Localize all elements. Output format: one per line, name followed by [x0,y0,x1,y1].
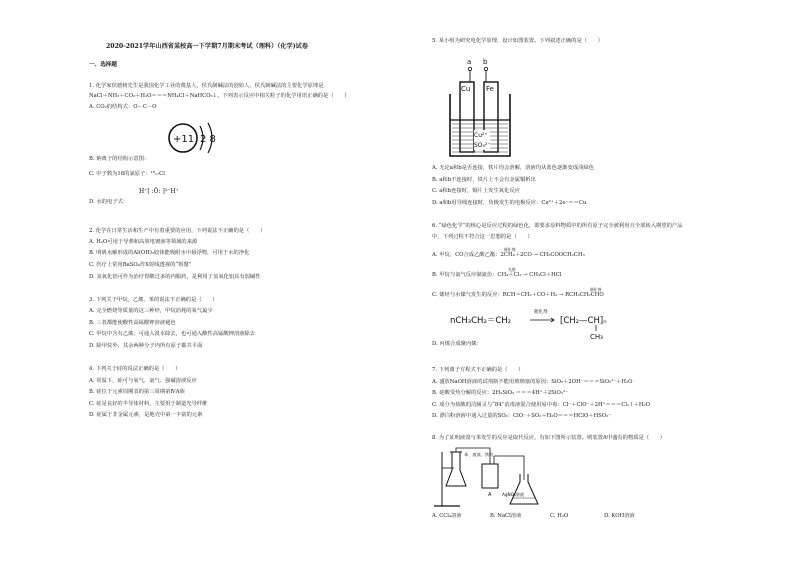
q6-option-a: A. 甲烷、CO合成乙酸乙酯：2CH₄＋2CO → CH₃COOCH₂CH₃ [432,252,585,258]
q2-option-a: A. H₂O可用于导弹和高效电镀液等领域的来源 [89,239,198,245]
q5-option-a: A. 无论a和b是否连接，铁片均会溶解，溶液均从蓝色逐渐变成浅绿色 [432,165,595,171]
propene-monomer: nCH₃CH₂＝CH₂ [450,316,512,326]
q6-stem-line2: 中，下列过程不符合这一思想的是（ ） [432,234,533,240]
flask-contents-label: 苯、液溴、铁粉 [464,452,494,457]
q8-option-b: B. NaCl溶液 [490,513,522,519]
q1-option-b: B. 钠离子的结构示意图： [89,156,150,162]
q4-option-c: C. 硅是良好的半导体材料，主要用于制造光导纤维 [89,401,208,407]
q3-option-d: D. 除甲烷外，其余两种分子内所有原子都共平面 [89,343,203,349]
q7-option-d: D. 漂白粉溶液中通入过量的SO₂：ClO⁻＋SO₂＋H₂O＝＝＝HClO＋HSO₃⁻ [432,413,612,419]
silver-nitrate-label: AgNO₃溶液 [502,492,525,497]
sodium-ion-structure-diagram [166,121,226,157]
q3-stem: 3. 下列关于甲烷、乙烯、苯的说法不正确的是（ ） [89,297,218,303]
q1-stem-line1: 1. 化学家侯德榜先生是我国化学工业的奠基人，侯氏制碱法的创始人，侯氏制碱法的主要化学原理是 [89,83,324,89]
q7-stem: 7. 下列离子方程式不正确的是（ ） [432,367,524,373]
label-fe: Fe [486,85,494,93]
section-heading: 一、选择题 [89,62,117,68]
q4-option-a: A. 常温下，硅可与氧气、氯气、强碱溶液反应 [89,378,197,384]
catalyst-label-c: 催化剂 [590,287,602,292]
q1-option-d: D. 水的电子式： [89,199,129,205]
q8-option-d: D. KOH溶液 [604,513,635,519]
q3-option-b: B. 三者都能使酸性高锰酸钾溶液褪色 [89,320,176,326]
label-sulfate-ion: SO₄²⁻ [474,142,491,149]
q6-option-b: B. 甲烷与氯气反应制氯仿：CH₄＋Cl₂ → CH₃Cl＋HCl [432,272,562,278]
q8-option-a: A. CCl₄溶液 [432,513,462,519]
q6-option-c: C. 烯烃与水煤气发生的反应：RCH＝CH₂＋CO＋H₂ → RCH₂CH₂CHO [432,292,604,298]
catalyst-label-a: 催化剂 [504,247,516,252]
light-label: 光照 [508,267,516,272]
q5-option-d: D. a和b用导线连接时，负极发生的电极反应：Cu²⁺＋2e⁻＝＝Cu [432,200,587,206]
q2-option-b: B. 明矾水解形成的Al(OH)₃胶体能吸附水中悬浮物，可用于水的净化 [89,250,250,256]
q2-option-d: D. 氢氧化铝可作为治疗胃酸过多的内服药，是利用了氢氧化铝具有弱碱性 [89,274,261,280]
q8-stem: 8. 为了证明液溴与苯发生的反应是取代反应，有如下图所示装置。则装置A中盛有的物质是（ ） [432,435,666,441]
q7-option-c: C. 成分为盐酸的洁厕灵与“84”消毒液混合使用易中毒：Cl⁻＋ClO⁻＋2H⁺＝＝＝Cl₂↑＋H₂O [432,402,651,408]
q1-option-c: C. 中子数为18的氯原子：¹⁸₁₇Cl [89,171,165,177]
label-b: b [483,58,488,66]
polypropylene-equation [450,302,640,342]
bottle-a-label: A [488,492,492,498]
q4-stem: 4. 下列关于硅的说法正确的是（ ） [89,366,181,372]
q7-option-b: B. 硅酸受热分解的反应：2H₂SiO₃ ＝＝＝4H⁺＋2SiO₃²⁻ [432,390,568,396]
bromination-apparatus-diagram [432,446,572,510]
label-cu-ion: Cu²⁺ [474,132,488,139]
reaction-flask [446,452,466,486]
bottle-a [482,464,498,488]
terminal-b [484,67,487,70]
q6-option-d: D. 丙烯合成聚丙烯： [432,341,482,347]
electrochemical-cell-diagram [446,52,516,160]
label-a: a [467,58,472,66]
terminal-a [468,67,471,70]
label-cu: Cu [461,85,471,93]
q1-stem-line2: NaCl＋NH₃＋CO₂＋H₂O＝＝＝NH₄Cl＋NaHCO₃↓。下列表示反应中相关粒子的化学用语正确的是（ ） [89,93,350,99]
q8-option-c: C. H₂O [550,513,569,519]
q1-option-a: A. CO₂的结构式：O－C－O [89,104,157,110]
q2-option-c: C. 医疗上常用BaSO₄作X射线透视的“钡餐” [89,262,192,268]
polymer-unit: [CH₂—CH]ₙ [560,316,607,326]
q3-option-c: C. 甲烷中含有乙烯，可通入溴水除去，也可通入酸性高锰酸钾溶液除去 [89,331,256,337]
q4-option-d: D. 硅属于非金属元素，是地壳中第一丰富的元素 [89,412,203,418]
q5-option-c: C. a和b连接时，铜片上发生氧化反应 [432,188,520,194]
q6-stem-line1: 6. “绿色化学”的核心是反应过程的绿色化，即要求原料物质中的所有原子完全被利用且全部转入期望的产品 [432,223,683,229]
shell-electron-counts: 2 8 [200,134,216,145]
q4-option-b: B. 硅位于元素周期表的第三周期第ⅣA族 [89,389,185,395]
q5-option-b: B. a和b不连接时，铁片上不会有金属铜析出 [432,177,536,183]
nucleus-charge: +11 [173,134,195,145]
paper-title: 2020-2021学年山西省某校高一下学期7月期末考试（理科）（化学)试卷 [106,43,309,50]
q5-stem: 5. 某小组为研究电化学原理，设计如图装置。下列叙述正确的是（ ） [432,38,603,44]
methyl-branch: CH₃ [590,333,603,341]
q7-option-a: A. 盛放NaOH溶液的试剂瓶不能用玻璃塞的原因：SiO₂＋2OH⁻＝＝＝SiO₃²⁻＋H₂O [432,379,633,385]
water-lewis-structure: H⁺[ :Ö: ]²⁻H⁺ [139,188,179,195]
catalyst-label-d: 催化剂 [534,310,548,315]
q3-option-a: A. 完全燃烧等质量的这三种烃，甲烷消耗的氧气最少 [89,308,213,314]
q2-stem: 2. 化学在日常生活和生产中有着重要的应用，下列说法不正确的是（ ） [89,228,266,234]
